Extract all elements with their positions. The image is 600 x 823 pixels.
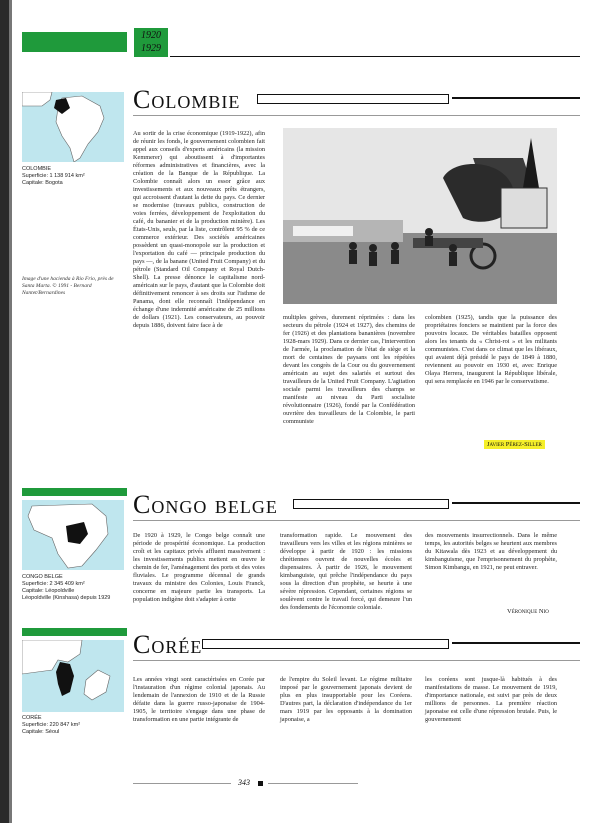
footer-rule-left <box>133 783 231 784</box>
colombie-locator-map <box>22 92 124 162</box>
colombie-capital: Capitale: Bogota <box>22 180 63 186</box>
congo-title: Congo belge <box>133 490 278 519</box>
congo-text-col2: transformation rapide. Le mouvement des travailleurs vers les villes et les régions minières se développe à partir de 1920 : les missions chrétiennes ouvrent de nouvelles écoles et dispensaires. À partir de 1926, le mouvement kimbanguiste, qui prêche l'indépendance du pays sous la direction d'un prophète, se heurte à une sévère répression. Cependant, certaines régions se soulèvent contre le travail forcé, qui demeure l'un des fondements de l'économie coloniale. <box>280 532 412 611</box>
year-end: 1929 <box>141 43 161 54</box>
congo-country-name: CONGO BELGE <box>22 574 63 580</box>
colombie-photo-caption: Image d'une hacienda à Rio Frio, près de Santa Marta. © 1991 - Bernard Nantet/Bernardines <box>22 276 114 296</box>
header-rule <box>170 56 580 57</box>
coree-title-box <box>202 639 449 649</box>
congo-note: Léopoldville (Kinshasa) depuis 1929 <box>22 595 111 601</box>
coree-title-rule <box>452 642 580 644</box>
colombie-top-rule <box>133 115 580 116</box>
page-number: 343 <box>238 778 250 787</box>
book-spine <box>0 0 9 823</box>
colombie-title: Colombie <box>133 85 241 114</box>
coree-text-col3: les coréens sont jusque-là habitués à des manifestations de masse. Le mouvement de 1919, d'importance nationale, est suivi par près de deux millions de personnes. La première réaction japonaise est celle d'une répression brutale. Puis, le gouvernement <box>425 676 557 723</box>
coree-green-bar <box>22 628 127 636</box>
coree-area: Superficie: 220 847 km² <box>22 722 81 728</box>
colombie-area: Superficie: 1 138 914 km² <box>22 173 85 179</box>
book-spine-edge <box>9 0 12 823</box>
colombie-title-box <box>257 94 449 104</box>
coree-title: Corée <box>133 630 203 659</box>
coree-text-col1: Les années vingt sont caractérisées en Corée par l'instauration d'un régime colonial japonais. Au lendemain de l'annexion de 1910 et de la Russie défaite dans la guerre russo-japonaise de 1904-1905, le territoire s'engage dans une phase de transformation en une partie intégrante de <box>133 676 265 723</box>
page-number-bullet <box>258 781 263 786</box>
colombie-title-rule <box>452 97 580 99</box>
footer-rule-right <box>268 783 358 784</box>
congo-text-col3: des mouvements insurrectionnels. Dans le même temps, les autorités belges se heurtent aux membres du Kitawala dès 1923 et au développement du kimbanguisme, que l'emprisonnement du prophète, Simon Kimbangu, en 1921, ne peut entraver. <box>425 532 557 571</box>
congo-text-col1: De 1920 à 1929, le Congo belge connaît une période de prospérité économique. La production croît et les capitaux privés affluent massivement : les investissements publics mettent en œuvre le chemin de fer, l'aménagement des ports et des voies fluviales. Le programme décennal de grands travaux du ministre des Colonies, Louis Franck, concerne en majeure partie les transports. La population indigène doit s'adapter à cette <box>133 532 265 603</box>
colombie-text-col2: multiples grèves, durement réprimées : dans les secteurs du pétrole (1924 et 1927), des chemins de fer (1926) et des plantations bananières (novembre 1928-mars 1929). Dans ce dernier cas, l'intervention de l'armée, la proclamation de l'état de siège et la mort de centaines de paysans ont les répétées devant les congrès de la Cour ou du gouvernement américain au sujet des salariés et surtout des travailleurs de la United Fruit Company. L'agitation sociale parmi les travailleurs des champs se manifeste au niveau du Parti socialiste révolutionnaire (1926), fondé par la Confédération ouvrière des travailleurs de la Colombie, le parti communiste <box>283 314 415 425</box>
coree-top-rule <box>133 660 580 661</box>
congo-title-box <box>293 499 449 509</box>
congo-area: Superficie: 2 345 409 km² <box>22 581 85 587</box>
year-range-badge <box>134 28 168 57</box>
coree-text-col2: de l'empire du Soleil levant. Le régime militaire imposé par le gouvernement japonais devient de plus en plus insupportable pour les Coréens. D'autres part, la déclaration d'indépendance du 1er mars 1919 par les opposants à la domination japonaise, a <box>280 676 412 723</box>
colombie-text-col1: Au sortir de la crise économique (1919-1922), afin de réunir les fonds, le gouvernement colombien fait appel aux conseils d'experts américains (la mission Kemmerer) qui aboutissent à d'importantes réformes administratives et financières, avec la création de la Banque de la République. La Colombie connaît alors un essor grâce aux investissements et aux nouveaux prêts étrangers, qui accroissent d'autant la dette du pays. Ce dernier se modernise (travaux publics, construction de voies ferrées, développement de l'exploitation du café, du bananier et de la production minière). Les États-Unis, seuls, par la liste, contrôlent 95 % de ce commerce extérieur. Des sociétés américaines possèdent un quasi-monopole sur la production et l'exportation du café — principale production du pays —, de la banane (United Fruit Company) et du pétrole (Standard Oil Company et Royal Dutch-Shell). La presse dénonce le capitalisme nord-américain sur le pays, d'autant que la Colombie doit définitivement renoncer à ses droits sur l'isthme de Panama, dont elle reconnaît l'indépendance en échange d'une indemnité américaine de 25 millions de dollars (1921). Les conservateurs, au pouvoir depuis 1886, doivent faire face à de <box>133 130 265 329</box>
congo-locator-map <box>22 500 124 570</box>
congo-title-rule <box>452 502 580 504</box>
congo-map-caption <box>22 574 127 602</box>
congo-top-rule <box>133 520 580 521</box>
coree-capital: Capitale: Séoul <box>22 729 60 735</box>
coree-locator-map <box>22 640 124 712</box>
congo-author: Véronique Nio <box>507 608 549 615</box>
coree-country-name: CORÉE <box>22 715 42 721</box>
congo-capital: Capitale: Léopoldville <box>22 588 75 594</box>
coree-map-caption <box>22 715 127 736</box>
colombie-country-name: COLOMBIE <box>22 166 52 172</box>
colombie-map-caption <box>22 166 127 187</box>
congo-green-bar <box>22 488 127 496</box>
colombie-text-col3: colombien (1925), tandis que la puissance des propriétaires fonciers se maintient par la force des pouvoirs locaux. De véritables batailles opposent alors les tenants du « Christ-roi » et les militants communistes. C'est dans ce climat que les libéraux, qui avaient déjà présidé le pays de 1849 à 1880, reviennent au pouvoir en 1930 et, avec Enrique Olaya Herrera, inaugurent la République libérale, qui sera remplacée en 1946 par le conservatisme. <box>425 314 557 385</box>
colombie-hacienda-photo <box>283 128 557 304</box>
colombie-author: Javier Pérez-Siller <box>484 440 545 449</box>
header-green-bar <box>22 32 127 52</box>
year-start: 1920 <box>141 30 161 41</box>
